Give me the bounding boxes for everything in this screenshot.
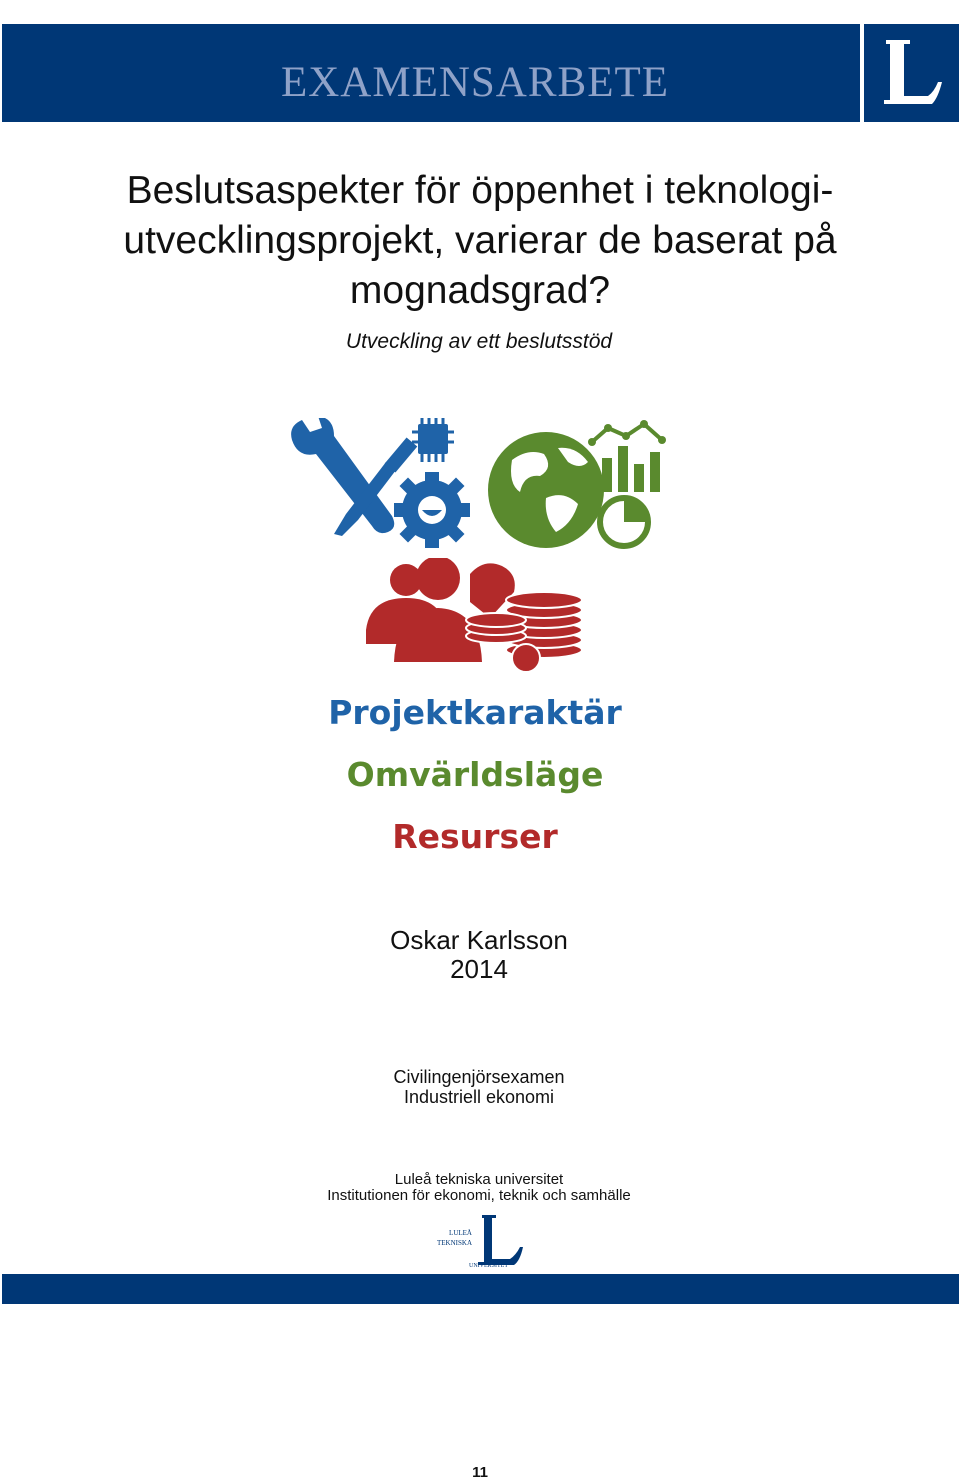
- university-footer-logo-icon: [430, 1213, 530, 1269]
- svg-text:TEKNISKA: TEKNISKA: [437, 1239, 472, 1247]
- globe-chart-icon: [484, 418, 670, 550]
- tools-gear-chip-icon: [284, 418, 474, 550]
- page-number: 11: [472, 1464, 488, 1481]
- author-year: 2014: [450, 954, 508, 984]
- university-l-logo-icon: [876, 38, 946, 108]
- aspect-environment: Omvärldsläge: [346, 755, 604, 794]
- degree-title: Civilingenjörsexamen: [393, 1067, 565, 1087]
- thesis-title-line-1: Beslutsaspekter för öppenhet i teknologi-: [126, 169, 834, 212]
- author-name: Oskar Karlsson: [390, 925, 568, 955]
- svg-text:LULEÅ: LULEÅ: [449, 1229, 472, 1237]
- people-coins-icon: [366, 558, 584, 674]
- university-name: Luleå tekniska universitet: [394, 1171, 564, 1188]
- footer-band: [2, 1274, 959, 1304]
- thesis-title-line-2: utvecklingsprojekt, varierar de baserat på: [123, 219, 837, 262]
- thesis-title: [60, 166, 900, 316]
- thesis-subtitle: Utveckling av ett beslutsstöd: [345, 330, 613, 353]
- aspect-resources: Resurser: [392, 817, 558, 856]
- svg-text:UNIVERSITET: UNIVERSITET: [469, 1263, 508, 1269]
- header-title: EXAMENSARBETE: [280, 59, 670, 106]
- degree-program: Industriell ekonomi: [403, 1087, 555, 1107]
- department-name: Institutionen för ekonomi, teknik och samhälle: [327, 1187, 631, 1204]
- thesis-title-line-3: mognadsgrad?: [349, 269, 611, 312]
- university-logo-box: [864, 24, 959, 122]
- aspect-project-character: Projektkaraktär: [328, 693, 622, 732]
